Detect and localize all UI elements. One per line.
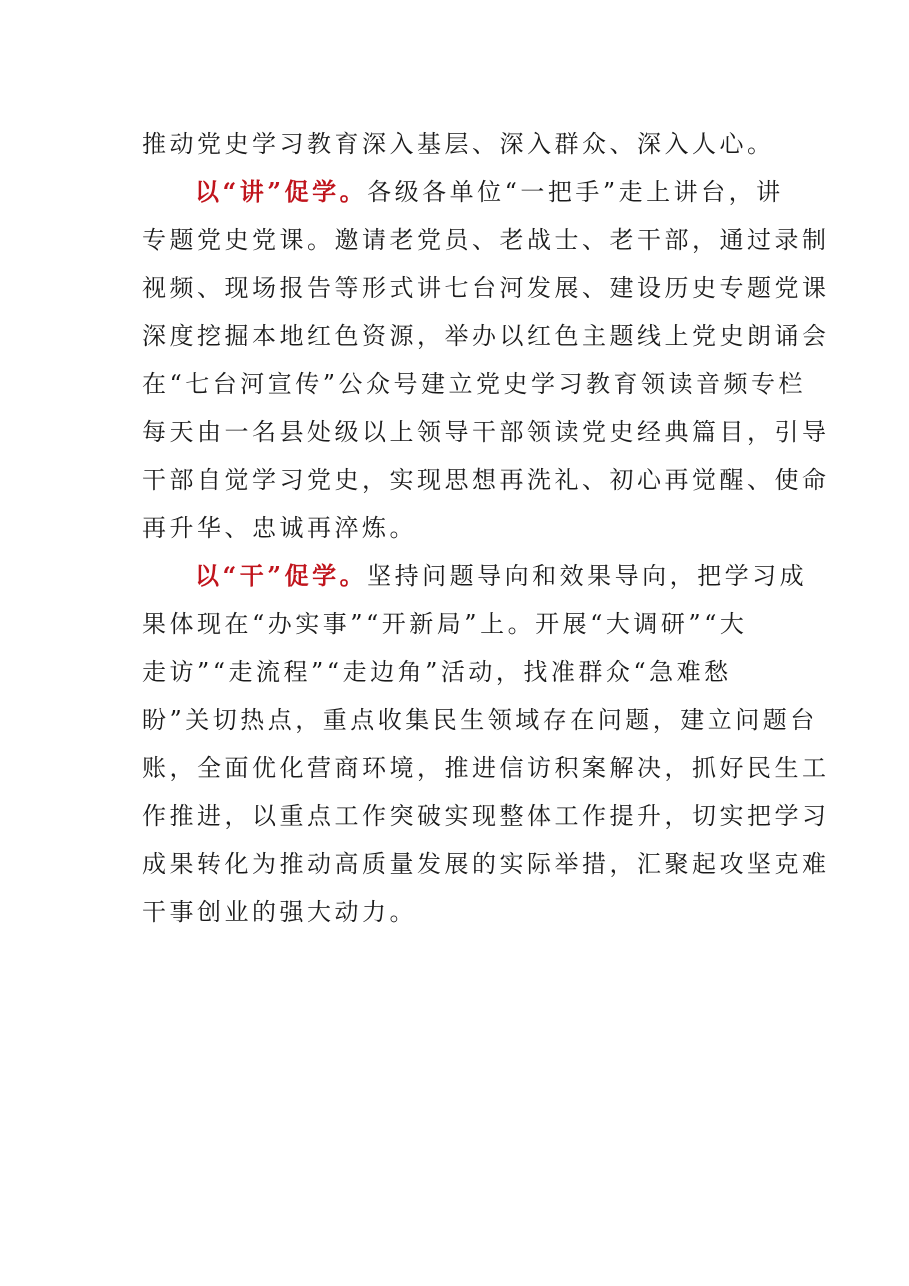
paragraph-continuation: [142, 120, 782, 168]
text-line: 深度挖掘本地红色资源，举办以红色主题线上党史朗诵会: [142, 322, 830, 350]
text-line: 干部自觉学习党史，实现思想再洗礼、初心再觉醒、使命: [142, 466, 830, 494]
section-heading-jiang: 以“讲”促学。: [195, 177, 368, 206]
text-line: 在“七台河宣传”公众号建立党史学习教育领读音频专栏: [142, 370, 807, 398]
paragraph-gan: [142, 552, 830, 936]
text-line: 成果转化为推动高质量发展的实际举措，汇聚起攻坚克难: [142, 850, 830, 878]
text-line: [142, 552, 808, 600]
text-line: 账，全面优化营商环境，推进信访积案解决，抓好民生工: [142, 754, 830, 782]
text-line: 果体现在“办实事”“开新局”上。开展“大调研”“大: [142, 610, 748, 638]
text-line: 再升华、忠诚再淬炼。: [142, 514, 417, 542]
document-body: [142, 120, 830, 936]
text-run: 坚持问题导向和效果导向，把学习成: [367, 562, 808, 590]
text-line: 干事创业的强大动力。: [142, 898, 417, 926]
text-run: 各级各单位“一把手”走上讲台，讲: [367, 178, 784, 206]
text-line: 作推进，以重点工作突破实现整体工作提升，切实把学习: [142, 802, 830, 830]
text-line: 走访”“走流程”“走边角”活动，找准群众“急难愁: [142, 658, 732, 686]
text-line: 专题党史党课。邀请老党员、老战士、老干部，通过录制: [142, 226, 830, 254]
text-line: 每天由一名县处级以上领导干部领读党史经典篇目，引导: [142, 418, 830, 446]
section-heading-gan: 以“干”促学。: [195, 561, 368, 590]
text-line: 推动党史学习教育深入基层、深入群众、深入人心。: [142, 130, 775, 158]
text-line: 盼”关切热点，重点收集民生领域存在问题，建立问题台: [142, 706, 818, 734]
paragraph-jiang: [142, 168, 830, 552]
text-line: 视频、现场报告等形式讲七台河发展、建设历史专题党课: [142, 274, 830, 302]
text-line: [142, 168, 782, 216]
